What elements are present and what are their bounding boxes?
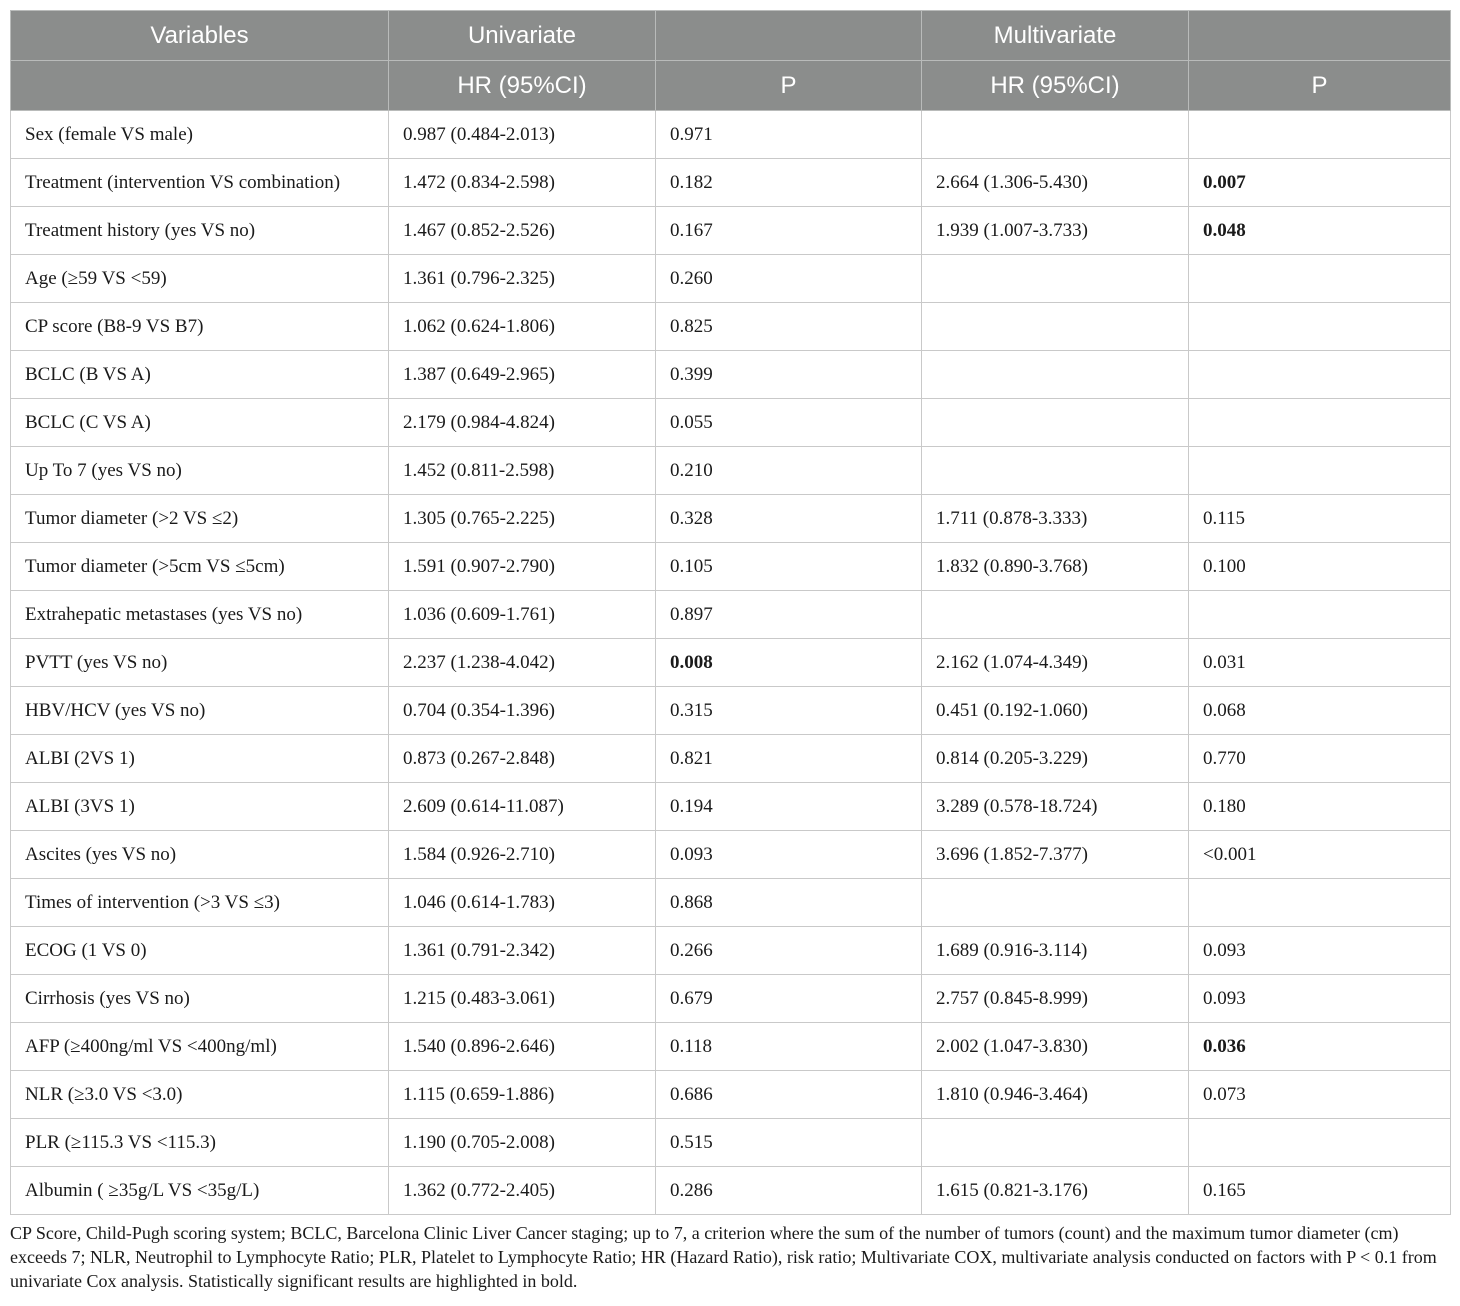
univariate-p-cell: 0.679 <box>656 975 922 1023</box>
variable-cell: Treatment history (yes VS no) <box>11 207 389 255</box>
multivariate-hr-cell <box>922 447 1189 495</box>
univariate-p-cell: 0.328 <box>656 495 922 543</box>
table-row <box>11 639 1451 687</box>
univariate-hr-cell: 1.062 (0.624-1.806) <box>389 303 656 351</box>
univariate-p-cell: 0.315 <box>656 687 922 735</box>
univariate-hr-cell: 1.046 (0.614-1.783) <box>389 879 656 927</box>
table-row <box>11 1119 1451 1167</box>
univariate-p-cell: 0.515 <box>656 1119 922 1167</box>
header-row-sub <box>11 61 1451 111</box>
multivariate-p-cell <box>1189 111 1451 159</box>
multivariate-hr-cell: 3.696 (1.852-7.377) <box>922 831 1189 879</box>
multivariate-p-cell: 0.115 <box>1189 495 1451 543</box>
univariate-p-cell: 0.055 <box>656 399 922 447</box>
variable-cell: Cirrhosis (yes VS no) <box>11 975 389 1023</box>
table-footnote: CP Score, Child-Pugh scoring system; BCLC, Barcelona Clinic Liver Cancer staging; up to 7, a criterion where the sum of the number of tumors (count) and the maximum tumor diameter (cm) exceeds 7; NLR, Neutrophil to Lymphocyte Ratio; PLR, Platelet to Lymphocyte Ratio; HR (Hazard Ratio), risk ratio; Multivariate COX, multivariate analysis conducted on factors with P < 0.1 from univariate Cox analysis. Statistically significant results are highlighted in bold. <box>10 1223 1437 1291</box>
multivariate-hr-cell: 2.664 (1.306-5.430) <box>922 159 1189 207</box>
header-empty-2 <box>1189 11 1451 61</box>
univariate-hr-cell: 0.873 (0.267-2.848) <box>389 735 656 783</box>
multivariate-hr-cell <box>922 399 1189 447</box>
table-row <box>11 879 1451 927</box>
univariate-hr-cell: 1.452 (0.811-2.598) <box>389 447 656 495</box>
table-row <box>11 207 1451 255</box>
univariate-p-cell: 0.194 <box>656 783 922 831</box>
univariate-hr-cell: 1.215 (0.483-3.061) <box>389 975 656 1023</box>
multivariate-p-cell: <0.001 <box>1189 831 1451 879</box>
univariate-p-cell: 0.399 <box>656 351 922 399</box>
table-row <box>11 495 1451 543</box>
univariate-hr-cell: 1.362 (0.772-2.405) <box>389 1167 656 1215</box>
table-header <box>11 11 1451 111</box>
cox-regression-table <box>10 10 1451 1215</box>
multivariate-hr-cell: 2.162 (1.074-4.349) <box>922 639 1189 687</box>
table-row <box>11 591 1451 639</box>
multivariate-hr-cell <box>922 591 1189 639</box>
header-row-top <box>11 11 1451 61</box>
multivariate-hr-cell <box>922 351 1189 399</box>
multivariate-p-cell: 0.093 <box>1189 927 1451 975</box>
univariate-hr-cell: 0.987 (0.484-2.013) <box>389 111 656 159</box>
univariate-hr-cell: 1.467 (0.852-2.526) <box>389 207 656 255</box>
multivariate-hr-cell: 2.002 (1.047-3.830) <box>922 1023 1189 1071</box>
multivariate-p-cell <box>1189 351 1451 399</box>
table-row <box>11 255 1451 303</box>
univariate-hr-cell: 1.361 (0.791-2.342) <box>389 927 656 975</box>
univariate-p-cell: 0.118 <box>656 1023 922 1071</box>
multivariate-p-cell: 0.048 <box>1189 207 1451 255</box>
header-variables: Variables <box>11 11 389 61</box>
table-row <box>11 111 1451 159</box>
variable-cell: ALBI (2VS 1) <box>11 735 389 783</box>
variable-cell: Tumor diameter (>5cm VS ≤5cm) <box>11 543 389 591</box>
variable-cell: Treatment (intervention VS combination) <box>11 159 389 207</box>
multivariate-hr-cell: 1.689 (0.916-3.114) <box>922 927 1189 975</box>
variable-cell: Up To 7 (yes VS no) <box>11 447 389 495</box>
table-row <box>11 399 1451 447</box>
table-container <box>10 10 1450 1293</box>
variable-cell: Age (≥59 VS <59) <box>11 255 389 303</box>
table-row <box>11 831 1451 879</box>
univariate-hr-cell: 1.540 (0.896-2.646) <box>389 1023 656 1071</box>
multivariate-hr-cell: 1.615 (0.821-3.176) <box>922 1167 1189 1215</box>
variable-cell: BCLC (B VS A) <box>11 351 389 399</box>
table-row <box>11 159 1451 207</box>
multivariate-p-cell: 0.073 <box>1189 1071 1451 1119</box>
univariate-p-cell: 0.686 <box>656 1071 922 1119</box>
table-row <box>11 1023 1451 1071</box>
header-univariate: Univariate <box>389 11 656 61</box>
univariate-hr-cell: 1.387 (0.649-2.965) <box>389 351 656 399</box>
univariate-p-cell: 0.210 <box>656 447 922 495</box>
univariate-hr-cell: 2.179 (0.984-4.824) <box>389 399 656 447</box>
variable-cell: BCLC (C VS A) <box>11 399 389 447</box>
univariate-p-cell: 0.260 <box>656 255 922 303</box>
univariate-p-cell: 0.897 <box>656 591 922 639</box>
multivariate-p-cell: 0.068 <box>1189 687 1451 735</box>
multivariate-hr-cell <box>922 1119 1189 1167</box>
multivariate-hr-cell <box>922 111 1189 159</box>
multivariate-hr-cell <box>922 303 1189 351</box>
univariate-p-cell: 0.182 <box>656 159 922 207</box>
multivariate-hr-cell: 0.814 (0.205-3.229) <box>922 735 1189 783</box>
variable-cell: CP score (B8-9 VS B7) <box>11 303 389 351</box>
multivariate-hr-cell: 2.757 (0.845-8.999) <box>922 975 1189 1023</box>
variable-cell: HBV/HCV (yes VS no) <box>11 687 389 735</box>
univariate-p-cell: 0.821 <box>656 735 922 783</box>
multivariate-p-cell: 0.165 <box>1189 1167 1451 1215</box>
variable-cell: Ascites (yes VS no) <box>11 831 389 879</box>
header-multivariate-p: P <box>1189 61 1451 111</box>
univariate-hr-cell: 2.237 (1.238-4.042) <box>389 639 656 687</box>
univariate-hr-cell: 0.704 (0.354-1.396) <box>389 687 656 735</box>
univariate-hr-cell: 2.609 (0.614-11.087) <box>389 783 656 831</box>
univariate-p-cell: 0.105 <box>656 543 922 591</box>
variable-cell: PVTT (yes VS no) <box>11 639 389 687</box>
multivariate-hr-cell <box>922 879 1189 927</box>
table-row <box>11 1167 1451 1215</box>
multivariate-hr-cell: 3.289 (0.578-18.724) <box>922 783 1189 831</box>
table-row <box>11 351 1451 399</box>
table-row <box>11 1071 1451 1119</box>
univariate-hr-cell: 1.584 (0.926-2.710) <box>389 831 656 879</box>
variable-cell: ECOG (1 VS 0) <box>11 927 389 975</box>
univariate-p-cell: 0.971 <box>656 111 922 159</box>
header-univariate-hr: HR (95%CI) <box>389 61 656 111</box>
univariate-hr-cell: 1.190 (0.705-2.008) <box>389 1119 656 1167</box>
table-row <box>11 975 1451 1023</box>
multivariate-hr-cell: 1.832 (0.890-3.768) <box>922 543 1189 591</box>
univariate-p-cell: 0.093 <box>656 831 922 879</box>
header-univariate-p: P <box>656 61 922 111</box>
multivariate-p-cell: 0.031 <box>1189 639 1451 687</box>
univariate-p-cell: 0.868 <box>656 879 922 927</box>
table-row <box>11 687 1451 735</box>
univariate-hr-cell: 1.472 (0.834-2.598) <box>389 159 656 207</box>
variable-cell: Tumor diameter (>2 VS ≤2) <box>11 495 389 543</box>
multivariate-hr-cell: 1.939 (1.007-3.733) <box>922 207 1189 255</box>
variable-cell: ALBI (3VS 1) <box>11 783 389 831</box>
multivariate-p-cell <box>1189 447 1451 495</box>
variable-cell: PLR (≥115.3 VS <115.3) <box>11 1119 389 1167</box>
multivariate-p-cell <box>1189 255 1451 303</box>
variable-cell: Times of intervention (>3 VS ≤3) <box>11 879 389 927</box>
multivariate-hr-cell <box>922 255 1189 303</box>
table-row <box>11 303 1451 351</box>
variable-cell: AFP (≥400ng/ml VS <400ng/ml) <box>11 1023 389 1071</box>
variable-cell: Albumin ( ≥35g/L VS <35g/L) <box>11 1167 389 1215</box>
table-row <box>11 447 1451 495</box>
univariate-p-cell: 0.286 <box>656 1167 922 1215</box>
multivariate-p-cell: 0.007 <box>1189 159 1451 207</box>
header-multivariate-hr: HR (95%CI) <box>922 61 1189 111</box>
header-empty-3 <box>11 61 389 111</box>
multivariate-p-cell <box>1189 879 1451 927</box>
univariate-p-cell: 0.167 <box>656 207 922 255</box>
multivariate-p-cell: 0.093 <box>1189 975 1451 1023</box>
multivariate-hr-cell: 1.711 (0.878-3.333) <box>922 495 1189 543</box>
univariate-hr-cell: 1.591 (0.907-2.790) <box>389 543 656 591</box>
univariate-hr-cell: 1.036 (0.609-1.761) <box>389 591 656 639</box>
table-body <box>11 111 1451 1215</box>
variable-cell: NLR (≥3.0 VS <3.0) <box>11 1071 389 1119</box>
header-empty-1 <box>656 11 922 61</box>
multivariate-p-cell: 0.100 <box>1189 543 1451 591</box>
variable-cell: Extrahepatic metastases (yes VS no) <box>11 591 389 639</box>
multivariate-p-cell: 0.180 <box>1189 783 1451 831</box>
table-row <box>11 783 1451 831</box>
table-row <box>11 543 1451 591</box>
univariate-hr-cell: 1.361 (0.796-2.325) <box>389 255 656 303</box>
table-row <box>11 927 1451 975</box>
table-row <box>11 735 1451 783</box>
multivariate-p-cell <box>1189 303 1451 351</box>
univariate-p-cell: 0.008 <box>656 639 922 687</box>
multivariate-hr-cell: 1.810 (0.946-3.464) <box>922 1071 1189 1119</box>
multivariate-hr-cell: 0.451 (0.192-1.060) <box>922 687 1189 735</box>
multivariate-p-cell <box>1189 399 1451 447</box>
variable-cell: Sex (female VS male) <box>11 111 389 159</box>
header-multivariate: Multivariate <box>922 11 1189 61</box>
multivariate-p-cell <box>1189 1119 1451 1167</box>
multivariate-p-cell: 0.036 <box>1189 1023 1451 1071</box>
univariate-p-cell: 0.266 <box>656 927 922 975</box>
univariate-hr-cell: 1.305 (0.765-2.225) <box>389 495 656 543</box>
univariate-hr-cell: 1.115 (0.659-1.886) <box>389 1071 656 1119</box>
univariate-p-cell: 0.825 <box>656 303 922 351</box>
multivariate-p-cell <box>1189 591 1451 639</box>
multivariate-p-cell: 0.770 <box>1189 735 1451 783</box>
